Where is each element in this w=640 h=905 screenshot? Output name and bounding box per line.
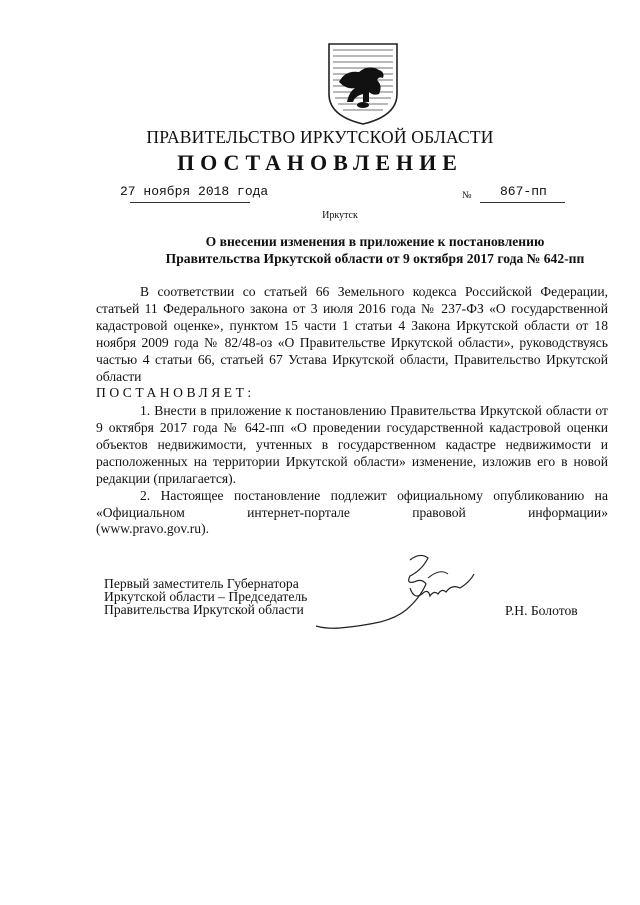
document-title <box>95 233 640 267</box>
decree-word: ПОСТАНОВЛЯЕТ: <box>96 385 255 400</box>
signer-position-line3: Правительства Иркутской области <box>104 602 304 617</box>
document-title-line2: Правительства Иркутской области от 9 октября 2017 года № 642-пп <box>165 251 585 266</box>
government-title: ПРАВИТЕЛЬСТВО ИРКУТСКОЙ ОБЛАСТИ <box>146 127 494 147</box>
number-sign: № <box>462 190 472 201</box>
item-2-paragraph <box>96 487 608 521</box>
handwritten-signature <box>310 548 480 638</box>
document-date: 27 ноября 2018 года <box>120 184 269 199</box>
preamble-paragraph <box>96 283 608 385</box>
document-title-line1: О внесении изменения в приложение к постановлению <box>205 234 545 249</box>
item-1-paragraph <box>96 402 608 487</box>
document-type-heading: ПОСТАНОВЛЕНИЕ <box>177 150 463 175</box>
date-underline <box>130 202 250 203</box>
coat-of-arms-emblem <box>325 42 401 126</box>
item-1-text: 1. Внести в приложение к постановлению Правительства Иркутской области от 9 октября 2017 года № 642-пп «О проведении государственной кадастровой оценки объектов недвижимости, учтенных в государственном кадастре недвижимости и расположенных на территории Иркутской области» изменение, изложив его в новой редакции (прилагается). <box>96 403 608 486</box>
signer-name: Р.Н. Болотов <box>505 603 578 618</box>
signer-position-line1: Первый заместитель Губернатора <box>104 576 299 591</box>
document-number: 867-пп <box>500 184 547 199</box>
signer-position-line2: Иркутской области – Председатель <box>104 589 308 604</box>
number-underline <box>480 202 565 203</box>
preamble-text: В соответствии со статьей 66 Земельного кодекса Российской Федерации, статьей 11 Федерального закона от 3 июля 2016 года № 237-ФЗ «О государственной кадастровой оценке», пунктом 15 части 1 статьи 4 Закона Иркутской области от 18 ноября 2009 года № 82/48-оз «О Правительстве Иркутской области», руководствуясь частью 4 статьи 66, статьей 67 Устава Иркутской области, Правительство Иркутской области <box>96 284 608 384</box>
item-2-text: 2. Настоящее постановление подлежит официальному опубликованию на «Официальном интернет-портале правовой информации» <box>96 488 608 520</box>
item-2-link-text: (www.pravo.gov.ru). <box>96 521 209 536</box>
city-label: Иркутск <box>322 210 358 221</box>
